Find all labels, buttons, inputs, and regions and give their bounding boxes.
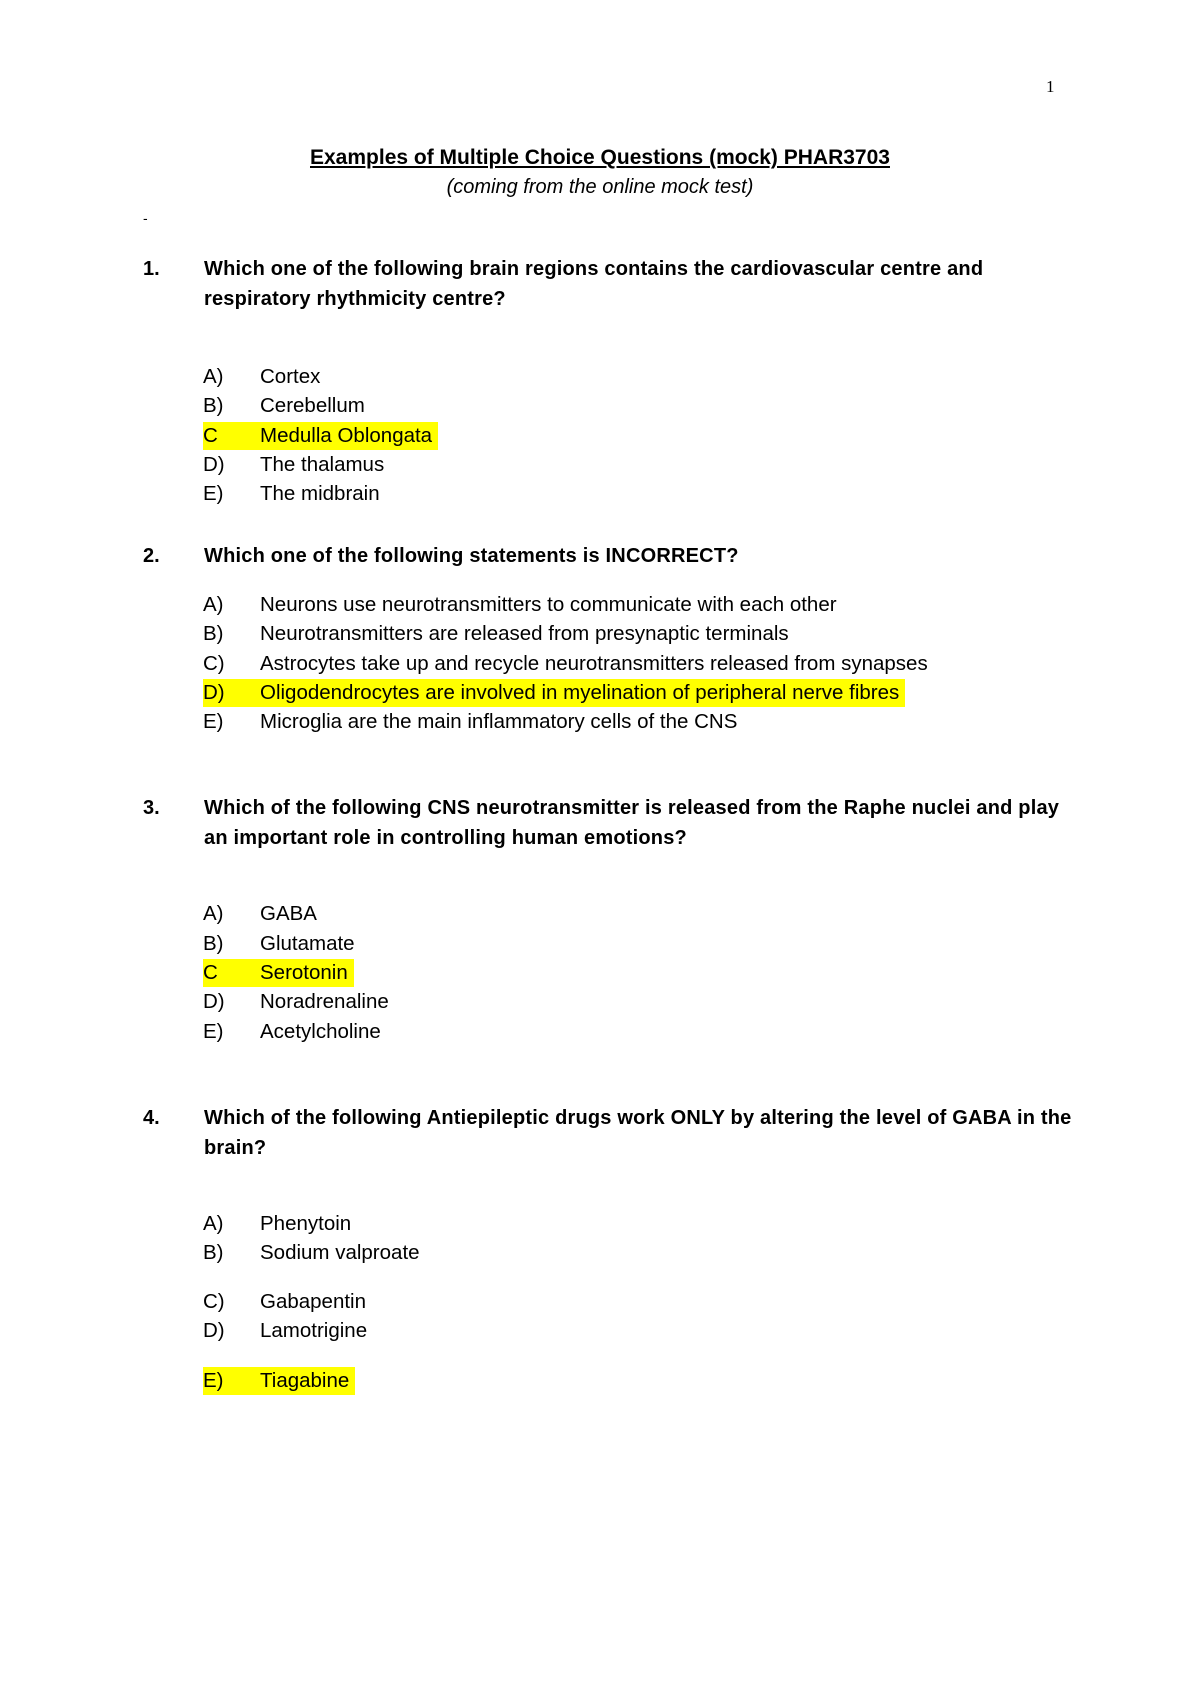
option-text: Oligodendrocytes are involved in myelination of peripheral nerve fibres xyxy=(260,681,900,704)
option-letter: A) xyxy=(203,902,224,925)
page-title: Examples of Multiple Choice Questions (mock) PHAR3703 xyxy=(310,146,890,169)
dash-marker: - xyxy=(143,210,148,226)
option-b xyxy=(203,930,355,958)
question-number: 4. xyxy=(143,1107,160,1129)
option-text: Lamotrigine xyxy=(260,1319,368,1342)
option-d-answer xyxy=(203,679,905,707)
option-c xyxy=(203,1288,366,1316)
question-number: 2. xyxy=(143,545,160,567)
option-letter: D) xyxy=(203,1319,225,1342)
option-a xyxy=(203,900,317,928)
option-text: Astrocytes take up and recycle neurotransmitters released from synapses xyxy=(260,652,928,675)
option-e xyxy=(203,1018,381,1046)
option-text: Medulla Oblongata xyxy=(260,424,433,447)
option-c-answer xyxy=(203,959,354,987)
option-e xyxy=(203,480,380,508)
option-b xyxy=(203,392,365,420)
option-c xyxy=(203,650,928,678)
option-letter: C xyxy=(203,424,218,447)
option-text: The thalamus xyxy=(260,453,385,476)
option-letter: E) xyxy=(203,710,224,733)
page-number: 1 xyxy=(1046,77,1055,96)
option-e xyxy=(203,708,737,736)
option-letter: D) xyxy=(203,990,225,1013)
option-text: The midbrain xyxy=(260,482,380,505)
option-letter: E) xyxy=(203,1020,224,1043)
option-text: Neurotransmitters are released from presynaptic terminals xyxy=(260,622,789,645)
option-d xyxy=(203,451,384,479)
option-a xyxy=(203,363,320,391)
option-text: Gabapentin xyxy=(260,1290,367,1313)
option-b xyxy=(203,620,789,648)
question-number: 3. xyxy=(143,797,160,819)
question-number: 1. xyxy=(143,258,160,280)
option-d xyxy=(203,1317,367,1345)
option-letter: E) xyxy=(203,482,224,505)
option-letter: D) xyxy=(203,681,225,704)
question-text: Which one of the following brain regions contains the cardiovascular centre and respiratory rhythmicity centre? xyxy=(204,258,984,310)
option-d xyxy=(203,988,389,1016)
option-letter: B) xyxy=(203,394,224,417)
option-text: Serotonin xyxy=(260,961,348,984)
option-letter: A) xyxy=(203,1212,224,1235)
option-c-answer xyxy=(203,422,438,450)
option-e-answer xyxy=(203,1367,355,1395)
option-letter: E) xyxy=(203,1369,224,1392)
question-text: Which of the following CNS neurotransmitter is released from the Raphe nuclei and play an important role in controlling human emotions? xyxy=(204,797,1060,849)
option-text: Noradrenaline xyxy=(260,990,389,1013)
option-text: Acetylcholine xyxy=(260,1020,381,1043)
option-text: Neurons use neurotransmitters to communicate with each other xyxy=(260,593,837,616)
page-subtitle: (coming from the online mock test) xyxy=(446,176,754,198)
option-letter: B) xyxy=(203,622,224,645)
option-letter: C) xyxy=(203,652,225,675)
option-letter: B) xyxy=(203,1241,224,1264)
option-letter: C xyxy=(203,961,218,984)
option-text: Sodium valproate xyxy=(260,1241,420,1264)
question-text: Which one of the following statements is INCORRECT? xyxy=(204,545,739,567)
option-a xyxy=(203,591,837,619)
option-text: Phenytoin xyxy=(260,1212,352,1235)
option-b xyxy=(203,1239,420,1267)
question-text: Which of the following Antiepileptic drugs work ONLY by altering the level of GABA in the brain? xyxy=(204,1107,1072,1159)
option-text: Cortex xyxy=(260,365,321,388)
option-letter: D) xyxy=(203,453,225,476)
option-a xyxy=(203,1210,351,1238)
option-text: Tiagabine xyxy=(260,1369,350,1392)
option-letter: A) xyxy=(203,365,224,388)
option-text: Microglia are the main inflammatory cells of the CNS xyxy=(260,710,738,733)
option-letter: B) xyxy=(203,932,224,955)
option-text: GABA xyxy=(260,902,317,925)
option-letter: C) xyxy=(203,1290,225,1313)
option-text: Cerebellum xyxy=(260,394,365,417)
option-text: Glutamate xyxy=(260,932,355,955)
option-letter: A) xyxy=(203,593,224,616)
